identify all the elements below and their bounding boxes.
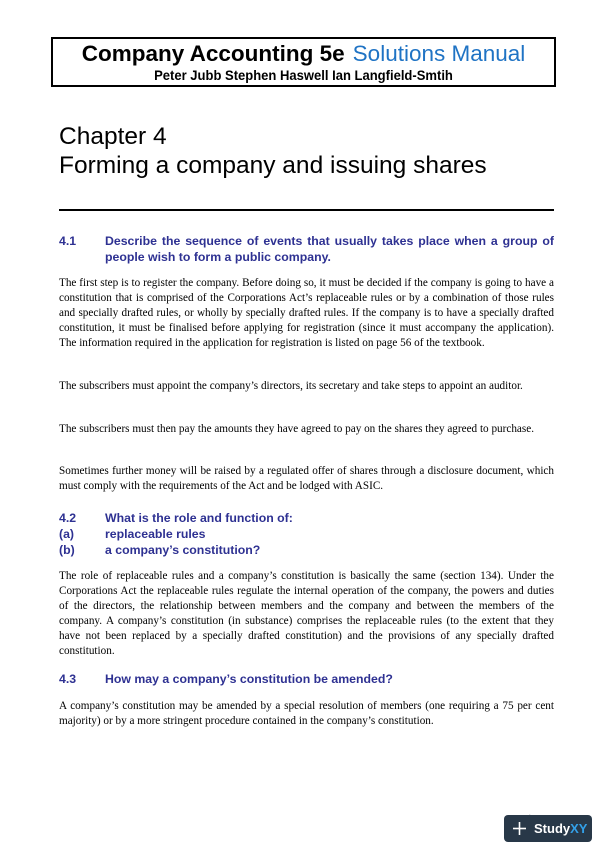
part-label: (b) <box>59 543 75 557</box>
question-text: What is the role and function of: <box>105 511 293 525</box>
plus-icon <box>512 821 527 836</box>
question-text: Describe the sequence of events that usually takes place when a group of people wish to form a public company. <box>105 234 554 264</box>
answer-paragraph: The subscribers must appoint the company’s directors, its secretary and take steps to appoint an auditor. <box>59 380 523 392</box>
chapter-number: Chapter 4 <box>59 123 167 150</box>
answer-paragraph: A company’s constitution may be amended by a special resolution of members (one requiring a 75 per cent majority) or by a more stringent procedure contained in the company’s constitution. <box>59 700 554 727</box>
page-header-box <box>51 37 556 87</box>
question-4-1 <box>59 233 554 265</box>
studyxy-badge[interactable] <box>504 815 592 842</box>
book-title: Company Accounting 5e <box>81 41 345 66</box>
part-text: a company’s constitution? <box>105 543 261 557</box>
answer-paragraph: The subscribers must then pay the amounts they have agreed to pay on the shares they agreed to purchase. <box>59 423 535 435</box>
question-4-3 <box>59 671 554 687</box>
question-number: 4.2 <box>59 511 77 525</box>
question-4-2 <box>59 510 554 558</box>
part-label: (a) <box>59 527 75 541</box>
chapter-title: Forming a company and issuing shares <box>59 152 487 179</box>
chapter-heading <box>59 122 559 180</box>
question-part-a <box>59 526 554 542</box>
chapter-divider <box>59 209 554 211</box>
answer-paragraph: The role of replaceable rules and a company’s constitution is basically the same (section 134). Under the Corporations Act the replaceable rules regulate the internal operation of the company, the powers and duties of the directors, the relationship between members and the company and between the members of the company. A company’s constitution (in substance) comprises the replaceable rules (to the extent that they have not been replaced by a specially drafted constitution) and the provisions of any specially drafted constitution. <box>59 570 554 657</box>
question-part-b <box>59 542 554 558</box>
badge-brand: Study <box>534 821 571 836</box>
authors-line: Peter Jubb Stephen Haswell Ian Langfield-Smtih <box>154 67 453 83</box>
question-number: 4.3 <box>59 672 77 686</box>
answer-paragraph: Sometimes further money will be raised by a regulated offer of shares through a disclosure document, which must comply with the requirements of the Act and be lodged with ASIC. <box>59 465 554 492</box>
manual-subtitle: Solutions Manual <box>352 41 526 66</box>
badge-brand-accent: XY <box>570 821 588 836</box>
part-text: replaceable rules <box>105 527 206 541</box>
question-number: 4.1 <box>59 234 77 248</box>
question-text: How may a company’s constitution be amended? <box>105 672 393 686</box>
answer-paragraph: The first step is to register the company. Before doing so, it must be decided if the company is going to have a constitution that is comprised of the Corporations Act’s replaceable rules or by a combination of those rules and specially drafted rules, or wholly by specially drafted rules. If the company is to have a specially drafted constitution, it must be finalised before applying for registration (since it must accompany the application). The information required in the application for registration is listed on page 56 of the textbook. <box>59 277 554 349</box>
